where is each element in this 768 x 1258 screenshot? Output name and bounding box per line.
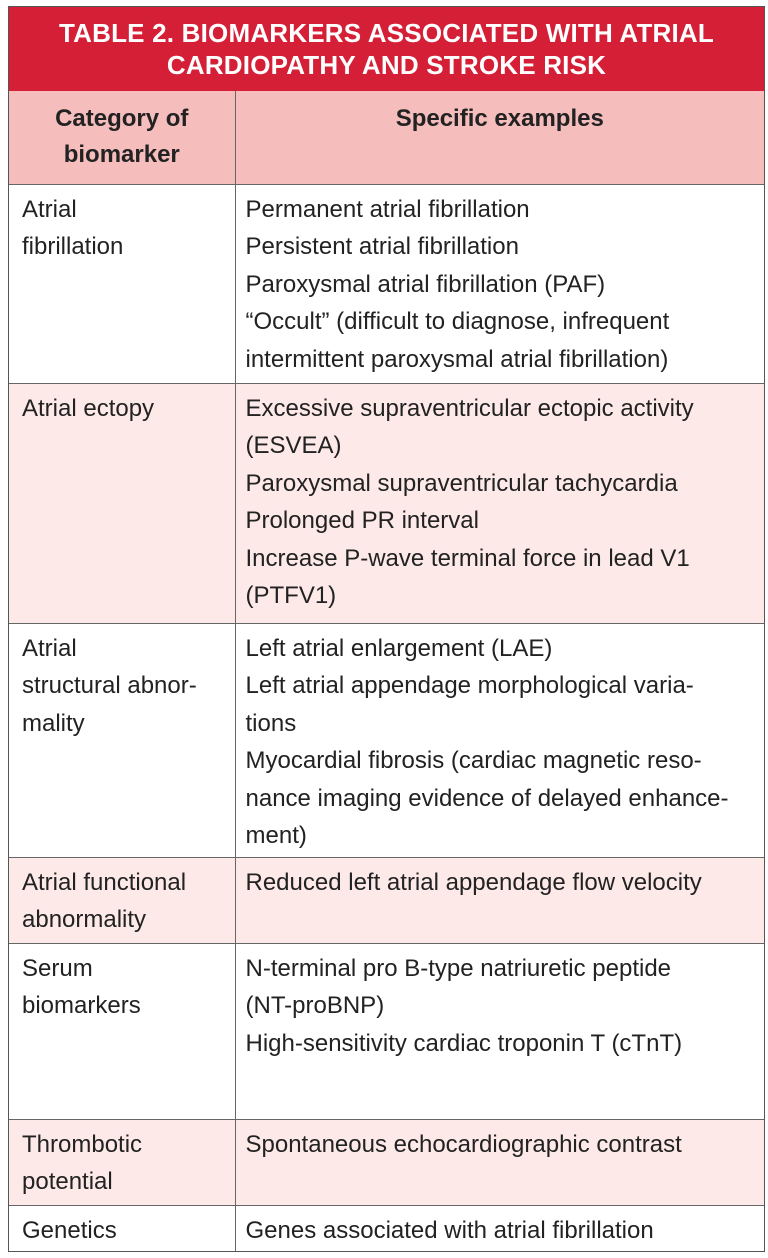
header-row bbox=[9, 91, 764, 184]
category-line: Atrial functional bbox=[22, 868, 187, 896]
example-line: Left atrial appendage morphological varia- bbox=[245, 672, 694, 699]
header-examples bbox=[235, 91, 764, 184]
examples-cell bbox=[235, 1119, 764, 1205]
examples-cell bbox=[235, 184, 764, 383]
category-line: structural abnor- bbox=[22, 672, 197, 699]
category-cell bbox=[9, 943, 235, 1119]
example-line: (NT-proBNP) bbox=[245, 992, 385, 1019]
example-line: Paroxysmal supraventricular tachycardia bbox=[245, 469, 678, 497]
example-line: intermittent paroxysmal atrial fibrillation) bbox=[245, 345, 669, 373]
category-cell bbox=[9, 623, 235, 857]
table-title-line-2: CARDIOPATHY AND STROKE RISK bbox=[166, 50, 607, 80]
example-line: nance imaging evidence of delayed enhance- bbox=[245, 784, 729, 812]
table-row bbox=[9, 383, 764, 623]
table-row bbox=[9, 184, 764, 383]
example-line: tions bbox=[245, 709, 297, 737]
category-cell bbox=[9, 1205, 235, 1251]
table-title-line-1: TABLE 2. BIOMARKERS ASSOCIATED WITH ATRIAL bbox=[58, 18, 714, 48]
example-line: Spontaneous echocardiographic contrast bbox=[245, 1130, 682, 1158]
example-line: ment) bbox=[245, 822, 307, 849]
category-line: mality bbox=[22, 709, 85, 737]
category-cell bbox=[9, 184, 235, 383]
table-row bbox=[9, 1205, 764, 1251]
header-examples-label: Specific examples bbox=[395, 105, 604, 132]
example-line: Prolonged PR interval bbox=[245, 507, 479, 534]
example-line: (PTFV1) bbox=[245, 582, 337, 609]
category-line: Atrial ectopy bbox=[22, 394, 155, 422]
category-line: Thrombotic bbox=[22, 1130, 143, 1158]
example-line: (ESVEA) bbox=[245, 432, 342, 459]
example-line: Permanent atrial fibrillation bbox=[245, 195, 530, 223]
example-line: High-sensitivity cardiac troponin T (cTnT) bbox=[245, 1029, 683, 1057]
table-row bbox=[9, 943, 764, 1119]
category-line: biomarkers bbox=[22, 992, 141, 1019]
example-line: Increase P-wave terminal force in lead V1 bbox=[245, 544, 690, 572]
category-cell bbox=[9, 383, 235, 623]
examples-cell bbox=[235, 857, 764, 943]
header-category-line-2: biomarker bbox=[63, 141, 180, 168]
category-line: Atrial bbox=[22, 634, 77, 662]
table-row bbox=[9, 1119, 764, 1205]
examples-cell bbox=[235, 1205, 764, 1251]
example-line: N-terminal pro B-type natriuretic peptide bbox=[245, 954, 672, 982]
category-line: Serum bbox=[22, 954, 93, 982]
example-line: Excessive supraventricular ectopic activity bbox=[245, 394, 694, 422]
table-row bbox=[9, 857, 764, 943]
category-line: Genetics bbox=[22, 1216, 117, 1244]
examples-cell bbox=[235, 383, 764, 623]
category-cell bbox=[9, 1119, 235, 1205]
category-line: fibrillation bbox=[22, 233, 124, 260]
category-line: abnormality bbox=[22, 906, 147, 933]
example-line: Reduced left atrial appendage flow velocity bbox=[245, 868, 702, 896]
examples-cell bbox=[235, 943, 764, 1119]
example-line: Left atrial enlargement (LAE) bbox=[245, 634, 553, 662]
header-category bbox=[9, 91, 235, 184]
category-cell bbox=[9, 857, 235, 943]
header-category-line-1: Category of bbox=[55, 105, 189, 132]
category-line: Atrial bbox=[22, 195, 77, 223]
examples-cell bbox=[235, 623, 764, 857]
table-title bbox=[9, 7, 764, 91]
example-line: Myocardial fibrosis (cardiac magnetic reso- bbox=[245, 747, 702, 774]
table-frame bbox=[8, 6, 765, 1252]
table-row bbox=[9, 623, 764, 857]
biomarker-table bbox=[9, 91, 764, 1251]
category-line: potential bbox=[22, 1168, 113, 1195]
example-line: Paroxysmal atrial fibrillation (PAF) bbox=[245, 270, 606, 298]
example-line: Persistent atrial fibrillation bbox=[245, 233, 519, 260]
example-line: Genes associated with atrial fibrillation bbox=[245, 1216, 654, 1244]
example-line: “Occult” (difficult to diagnose, infrequent bbox=[245, 308, 670, 335]
